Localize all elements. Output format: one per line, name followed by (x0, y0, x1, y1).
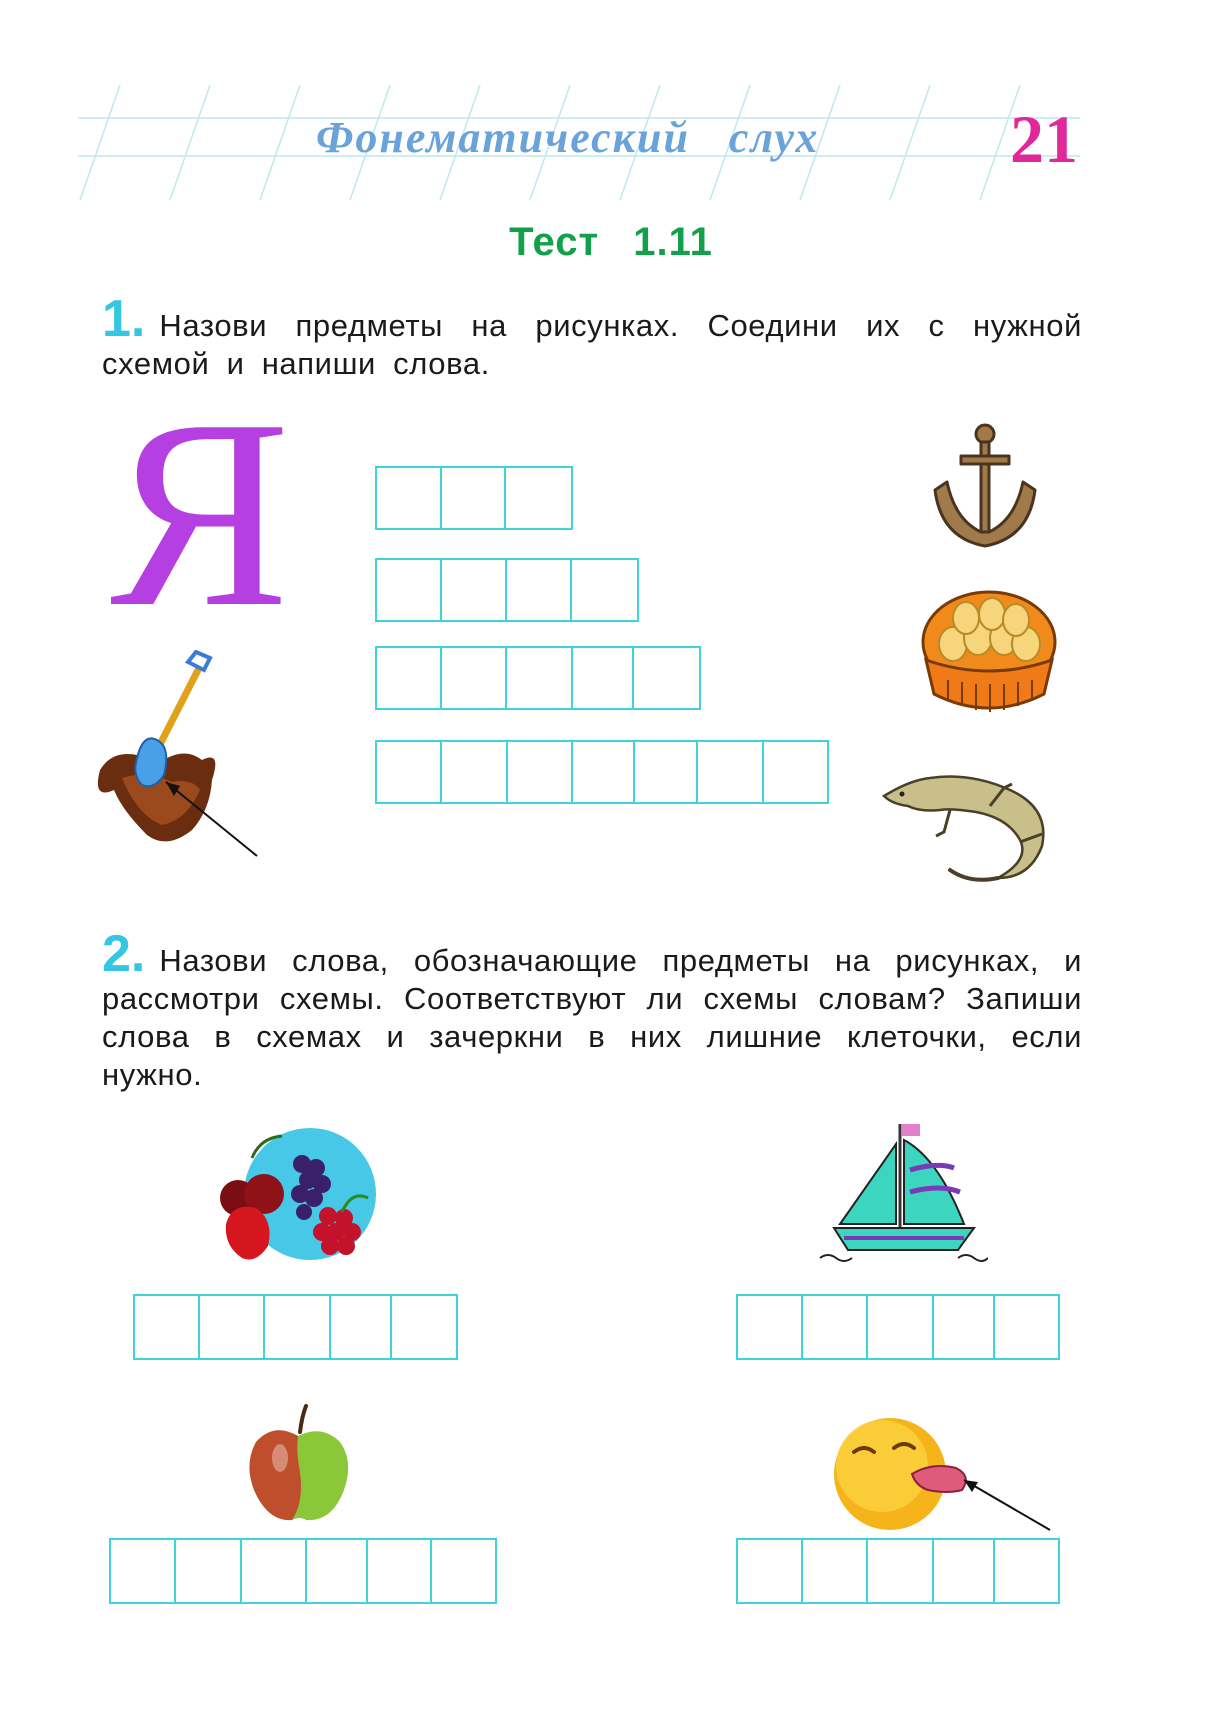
letter-ya-picture (100, 392, 300, 632)
scheme-5-cells[interactable] (375, 646, 701, 710)
tongue-scheme[interactable] (736, 1538, 1060, 1604)
berries-icon (212, 1128, 382, 1268)
scheme-3-cells[interactable] (375, 466, 573, 530)
task-1-text: Назови предметы на рисунках. Соедини их с нужной схемой и напиши слова. (102, 308, 1082, 381)
section-title: Фонематический слух (316, 113, 820, 162)
sailboat-scheme[interactable] (736, 1294, 1060, 1360)
test-title: Тест 1.11 (509, 220, 713, 264)
task-2-text: Назови слова, обозначающие предметы на рисунках, и рассмотри схемы. Соответствуют ли схемы словам? Запиши слова в схемах и зачеркни в них лишние клеточки, если нужно. (102, 943, 1082, 1092)
tongue-face-icon (832, 1414, 1052, 1534)
page-number: 21 (1010, 101, 1078, 177)
sailboat-icon (818, 1118, 988, 1268)
berries-scheme[interactable] (133, 1294, 458, 1360)
scheme-7-cells[interactable] (375, 740, 829, 804)
shovel-icon (92, 650, 262, 860)
task-1-number: 1. (102, 290, 146, 348)
task-1-instruction (102, 290, 1082, 383)
anchor-icon (925, 420, 1045, 550)
task-2-instruction (102, 925, 1082, 1094)
big-letter: Я (109, 392, 291, 632)
lizard-icon (880, 760, 1060, 890)
task-2-number: 2. (102, 925, 146, 983)
scheme-4-cells[interactable] (375, 558, 639, 622)
apple-icon (244, 1402, 354, 1526)
egg-basket-icon (918, 582, 1060, 722)
apple-scheme[interactable] (109, 1538, 497, 1604)
